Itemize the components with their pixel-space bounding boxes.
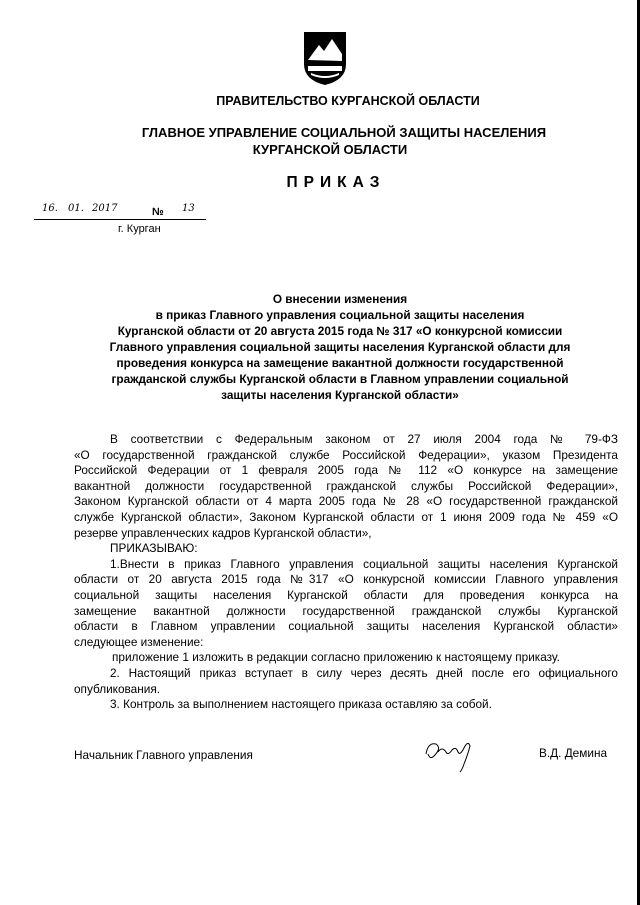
title-line: проведения конкурса на замещение вакантной должности государственной xyxy=(116,356,564,370)
title-line: в приказ Главного управления социальной защиты населения xyxy=(155,308,525,322)
date-month: 01. xyxy=(68,203,84,214)
signatory-name: В.Д. Демина xyxy=(539,746,608,760)
body-line: 1.Внести в приказ Главного управления социальной защиты населения Курганской xyxy=(110,556,618,571)
department-name-line2: КУРГАНСКОЙ ОБЛАСТИ xyxy=(252,142,408,157)
title-line: защиты населения Курганской области» xyxy=(221,388,459,402)
title-line: Курганской области от 20 августа 2015 года № 317 «О конкурсной комиссии xyxy=(117,324,563,338)
title-line: Главного управления социальной защиты населения Курганской области для xyxy=(109,340,571,354)
title-line: гражданской службы Курганской области в Главном управлении социальной xyxy=(111,372,569,386)
date-day: 16. xyxy=(42,203,58,214)
title-line: О внесении изменения xyxy=(272,292,408,306)
coat-of-arms-emblem xyxy=(302,30,348,86)
body-line: Российской Федерации от 1 февраля 2005 года № 112 «О конкурсе на замещение xyxy=(74,463,618,478)
document-type: ПРИКАЗ xyxy=(286,174,386,191)
body-line: замещение вакантной должности государственной гражданской службы Курганской xyxy=(74,603,618,618)
body-line: 2. Настоящий приказ вступает в силу через десять дней после его официального xyxy=(110,665,618,680)
government-name: ПРАВИТЕЛЬСТВО КУРГАНСКОЙ ОБЛАСТИ xyxy=(216,94,480,108)
body-line: вакантной должности государственной гражданской службы Российской Федерации», xyxy=(74,478,618,493)
document-body xyxy=(74,432,618,713)
number-sign: № xyxy=(152,206,164,218)
order-word: ПРИКАЗЫВАЮ: xyxy=(110,541,198,556)
body-line: следующее изменение: xyxy=(74,634,204,649)
body-line: социальной защиты населения Курганской области для проведения конкурса на xyxy=(74,587,618,602)
body-line: опубликования. xyxy=(74,681,160,696)
handwritten-signature xyxy=(422,734,482,774)
date-year: 2017 xyxy=(92,203,118,214)
document-title xyxy=(85,291,595,403)
body-line: 3. Контроль за выполнением настоящего приказа оставляю за собой. xyxy=(110,697,492,712)
signatory-position: Начальник Главного управления xyxy=(74,748,253,762)
body-line: Законом Курганской области от 4 марта 2005 года № 28 «О государственной гражданской xyxy=(74,494,618,509)
body-line: приложение 1 изложить в редакции согласно приложению к настоящему приказу. xyxy=(112,650,560,665)
date-number-line xyxy=(34,203,206,220)
body-line: В соответствии с Федеральным законом от 27 июля 2004 года № 79-ФЗ xyxy=(110,432,618,446)
body-line: «О государственной гражданской службе Российской Федерации», указом Президента xyxy=(74,447,618,462)
document-number: 13 xyxy=(182,203,195,214)
body-line: области в Главном управлении социальной защиты населения Курганской области» xyxy=(74,619,618,634)
body-line: резерве управленческих кадров Курганской области», xyxy=(74,525,372,540)
body-line: области от 20 августа 2015 года №317 «О конкурсной комиссии Главного управления xyxy=(74,572,618,587)
body-line: службе Курганской области», Законом Курганской области от 1 июня 2009 года № 459 «О xyxy=(74,509,618,524)
city: г. Курган xyxy=(118,223,161,235)
department-name-line1: ГЛАВНОЕ УПРАВЛЕНИЕ СОЦИАЛЬНОЙ ЗАЩИТЫ НАСЕЛЕНИЯ xyxy=(141,125,547,140)
